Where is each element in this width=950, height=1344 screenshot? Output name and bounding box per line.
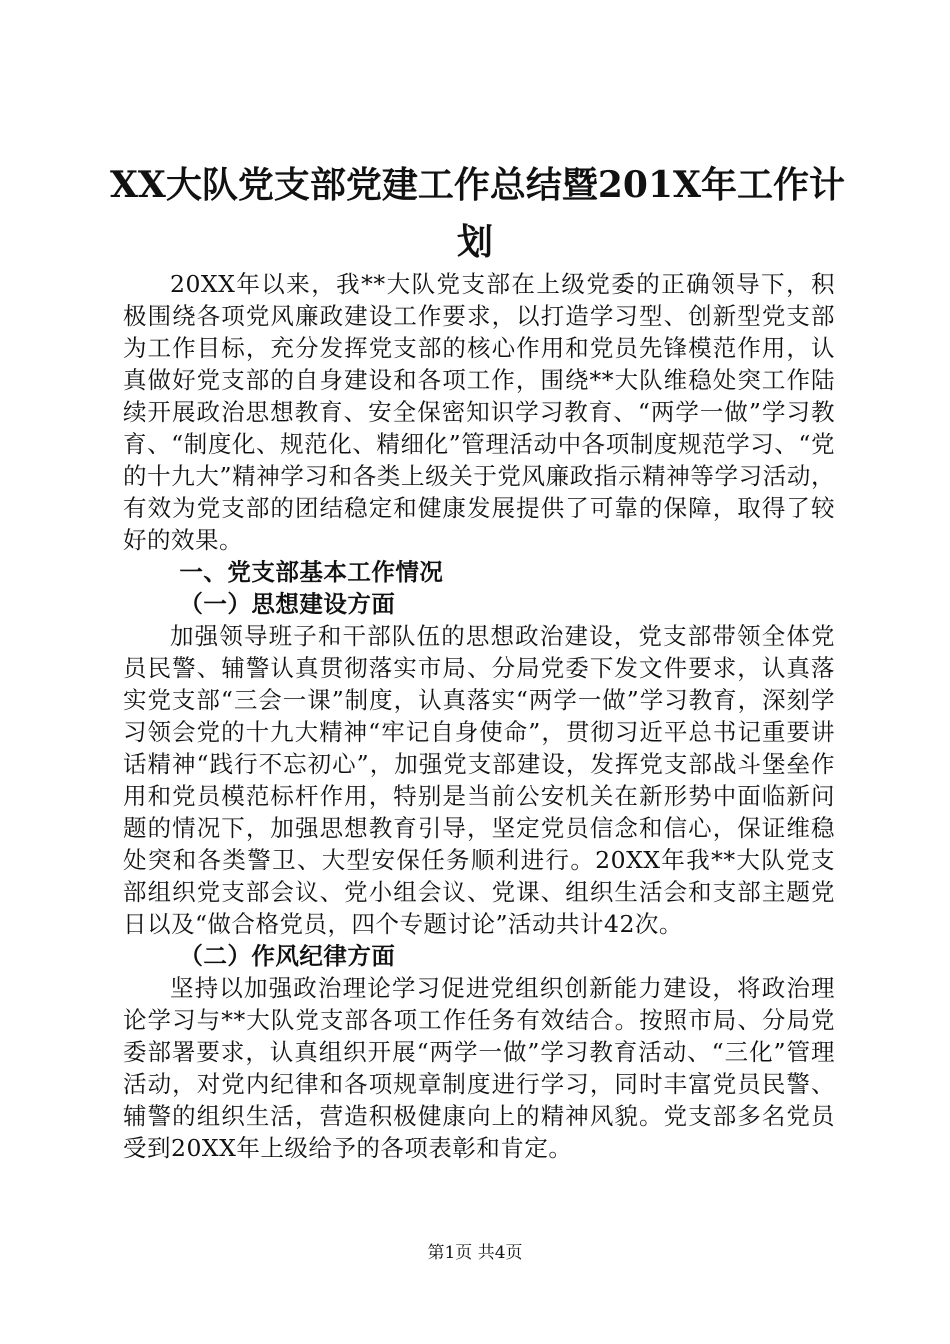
section-heading-1: 一、党支部基本工作情况	[179, 558, 444, 586]
document-body	[123, 268, 835, 1164]
subsection-heading-1: （一）思想建设方面	[179, 590, 396, 618]
intro-paragraph: 20XX年以来，我**大队党支部在上级党委的正确领导下，积极围绕各项党风廉政建设工作要求，以打造学习型、创新型党支部为工作目标，充分发挥党支部的核心作用和党员先锋模范作用，认真做好党支部的自身建设和各项工作，围绕**大队维稳处突工作陆续开展政治思想教育、安全保密知识学习教育、“两学一做”学习教育、“制度化、规范化、精细化”管理活动中各项制度规范学习、“党的十九大”精神学习和各类上级关于党风廉政指示精神等学习活动，有效为党支部的团结稳定和健康发展提供了可靠的保障，取得了较好的效果。	[123, 270, 835, 554]
subsection-paragraph-1: 加强领导班子和干部队伍的思想政治建设，党支部带领全体党员民警、辅警认真贯彻落实市局、分局党委下发文件要求，认真落实党支部“三会一课”制度，认真落实“两学一做”学习教育，深刻学习领会党的十九大精神“牢记自身使命”，贯彻习近平总书记重要讲话精神“践行不忘初心”，加强党支部建设，发挥党支部战斗堡垒作用和党员模范标杆作用，特别是当前公安机关在新形势中面临新问题的情况下，加强思想教育引导，坚定党员信念和信心，保证维稳处突和各类警卫、大型安保任务顺利进行。20XX年我**大队党支部组织党支部会议、党小组会议、党课、组织生活会和支部主题党日以及“做合格党员，四个专题讨论”活动共计42次。	[123, 622, 835, 938]
document-title-line1: XX大队党支部党建工作总结暨201X年工作计	[110, 164, 845, 206]
page-footer: 第1页 共4页	[427, 1243, 523, 1263]
document-title-line2: 划	[456, 221, 493, 263]
subsection-heading-2: （二）作风纪律方面	[179, 942, 396, 970]
subsection-paragraph-2: 坚持以加强政治理论学习促进党组织创新能力建设，将政治理论学习与**大队党支部各项工作任务有效结合。按照市局、分局党委部署要求，认真组织开展“两学一做”学习教育活动、“三化”管理活动，对党内纪律和各项规章制度进行学习，同时丰富党员民警、辅警的组织生活，营造积极健康向上的精神风貌。党支部多名党员受到20XX年上级给予的各项表彰和肯定。	[123, 974, 835, 1162]
